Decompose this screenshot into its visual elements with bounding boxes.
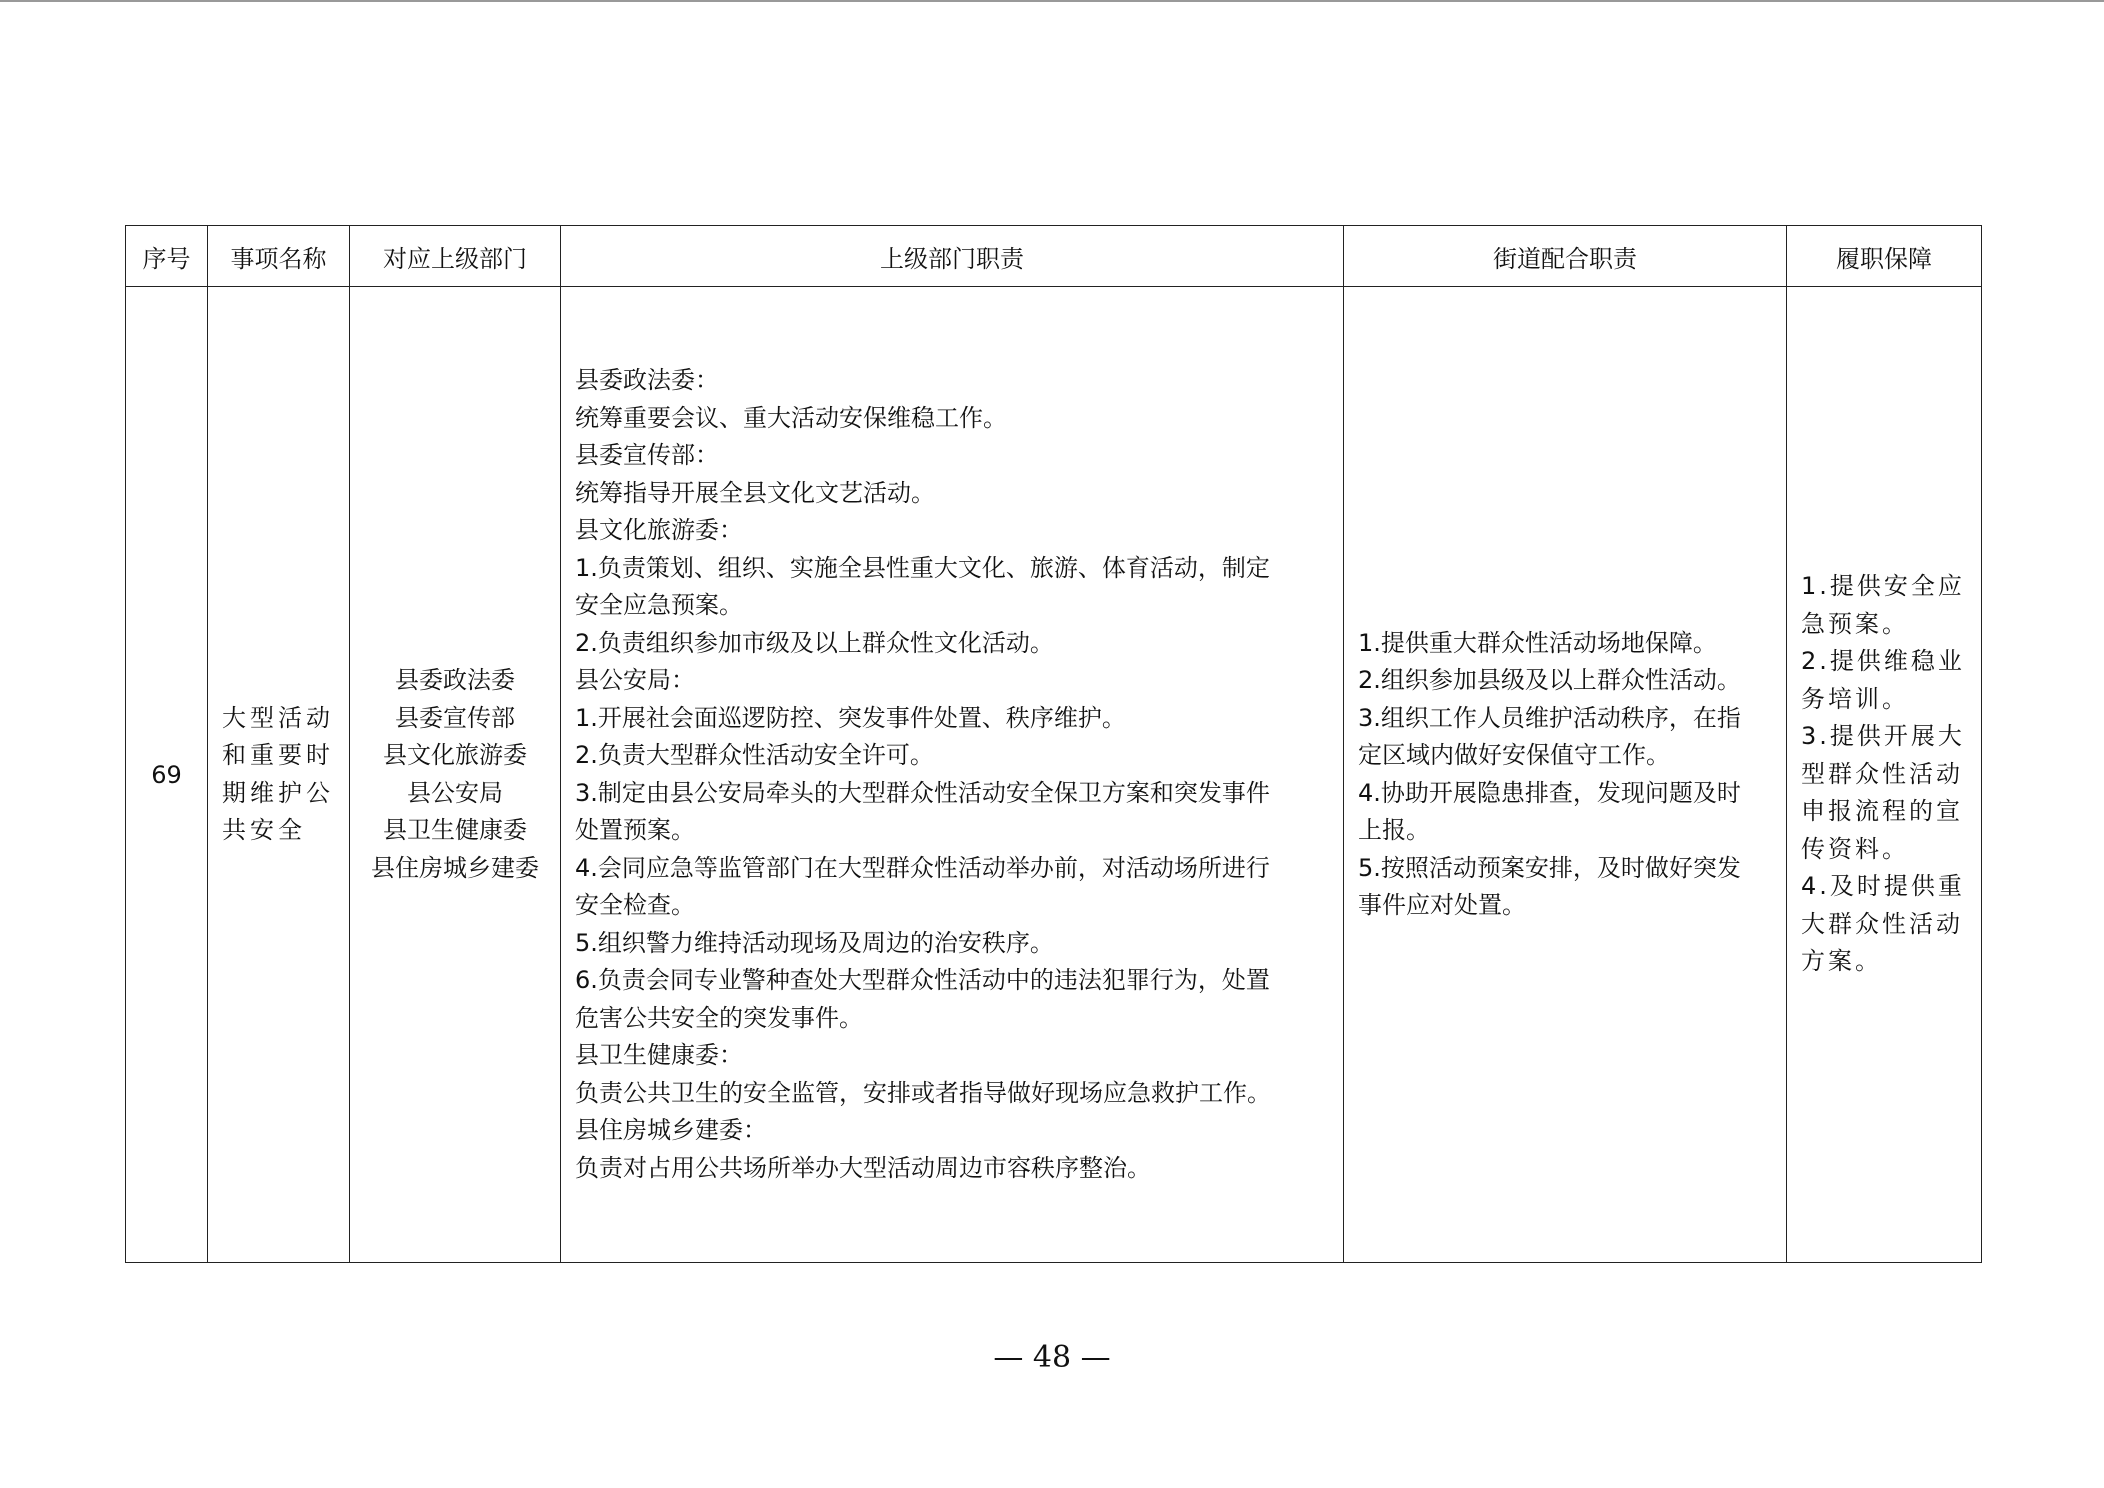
text-line: 县公安局：: [575, 666, 695, 694]
text-line: 和重要时: [222, 741, 334, 769]
text-line: 县委政法委：: [575, 366, 719, 394]
text-line: 期维护公: [222, 778, 334, 807]
text-line: 6.负责会同专业警种查处大型群众性活动中的违法犯罪行为，处置: [575, 966, 1270, 994]
text-line: 县卫生健康委: [383, 816, 527, 844]
text-line: 县公安局: [407, 778, 503, 807]
page-top-border: [0, 0, 2104, 2]
text-line: 3.组织工作人员维护活动秩序，在指: [1358, 703, 1741, 732]
text-line: 共安全: [222, 816, 306, 844]
text-line: 县文化旅游委：: [575, 516, 743, 544]
text-line: 2.组织参加县级及以上群众性活动。: [1358, 666, 1741, 694]
text-line: 型群众性活动: [1801, 759, 1963, 788]
header-item-name: 事项名称: [208, 226, 350, 287]
header-superior-duties: 上级部门职责: [561, 226, 1344, 287]
text-line: 县委宣传部：: [575, 441, 719, 469]
page-number: — 48 —: [993, 1340, 1111, 1375]
text-line: 处置预案。: [575, 816, 695, 844]
text-line: 3.提供开展大: [1801, 722, 1965, 751]
header-superior-dept: 对应上级部门: [350, 226, 561, 287]
text-line: 传资料。: [1801, 834, 1909, 863]
text-line: 安全检查。: [575, 891, 695, 919]
text-line: 负责公共卫生的安全监管，安排或者指导做好现场应急救护工作。: [575, 1078, 1271, 1107]
text-line: 统筹指导开展全县文化文艺活动。: [575, 478, 935, 507]
superior-dept-cell: [350, 287, 561, 1263]
text-line: 县委宣传部: [395, 703, 515, 732]
responsibility-table: [125, 225, 1982, 1263]
text-line: 方案。: [1801, 947, 1882, 976]
text-line: 4.及时提供重: [1801, 872, 1965, 901]
text-line: 县住房城乡建委: [371, 853, 539, 882]
text-line: 2.负责大型群众性活动安全许可。: [575, 741, 934, 769]
text-line: 2.负责组织参加市级及以上群众性文化活动。: [575, 628, 1054, 657]
text-line: 统筹重要会议、重大活动安保维稳工作。: [575, 403, 1007, 432]
text-line: 县卫生健康委：: [575, 1041, 743, 1069]
text-line: 1.开展社会面巡逻防控、突发事件处置、秩序维护。: [575, 703, 1126, 732]
text-line: 4.协助开展隐患排查，发现问题及时: [1358, 778, 1741, 807]
text-line: 定区域内做好安保值守工作。: [1358, 741, 1670, 769]
item-name-cell: [208, 287, 350, 1263]
text-line: 4.会同应急等监管部门在大型群众性活动举办前，对活动场所进行: [575, 853, 1270, 882]
text-line: 负责对占用公共场所举办大型活动周边市容秩序整治。: [575, 1153, 1151, 1182]
guarantee-cell: [1787, 287, 1982, 1263]
text-line: 5.按照活动预案安排，及时做好突发: [1358, 853, 1741, 882]
text-line: 县委政法委: [395, 666, 515, 694]
text-line: 申报流程的宣: [1801, 797, 1963, 826]
text-line: 县住房城乡建委：: [575, 1116, 767, 1144]
header-guarantee: 履职保障: [1787, 226, 1982, 287]
text-line: 务培训。: [1801, 684, 1909, 713]
table-row: [126, 287, 1982, 1263]
street-duties-cell: [1344, 287, 1787, 1263]
text-line: 急预案。: [1801, 609, 1909, 638]
text-line: 事件应对处置。: [1358, 891, 1526, 919]
text-line: 3.制定由县公安局牵头的大型群众性活动安全保卫方案和突发事件: [575, 778, 1270, 807]
text-line: 危害公共安全的突发事件。: [575, 1003, 863, 1032]
text-line: 1.提供重大群众性活动场地保障。: [1358, 628, 1717, 657]
superior-duties-cell: [561, 287, 1344, 1263]
text-line: 1.提供安全应: [1801, 572, 1965, 601]
header-street-duties: 街道配合职责: [1344, 226, 1787, 287]
text-line: 大型活动: [222, 703, 334, 732]
header-number: 序号: [126, 226, 208, 287]
text-line: 安全应急预案。: [575, 591, 743, 619]
text-line: 上报。: [1358, 816, 1430, 844]
row-number: 69: [126, 287, 208, 1263]
text-line: 县文化旅游委: [383, 741, 527, 769]
text-line: 大群众性活动: [1801, 909, 1963, 938]
table-header-row: [126, 226, 1982, 287]
text-line: 5.组织警力维持活动现场及周边的治安秩序。: [575, 928, 1054, 957]
text-line: 1.负责策划、组织、实施全县性重大文化、旅游、体育活动，制定: [575, 553, 1270, 582]
text-line: 2.提供维稳业: [1801, 647, 1965, 676]
